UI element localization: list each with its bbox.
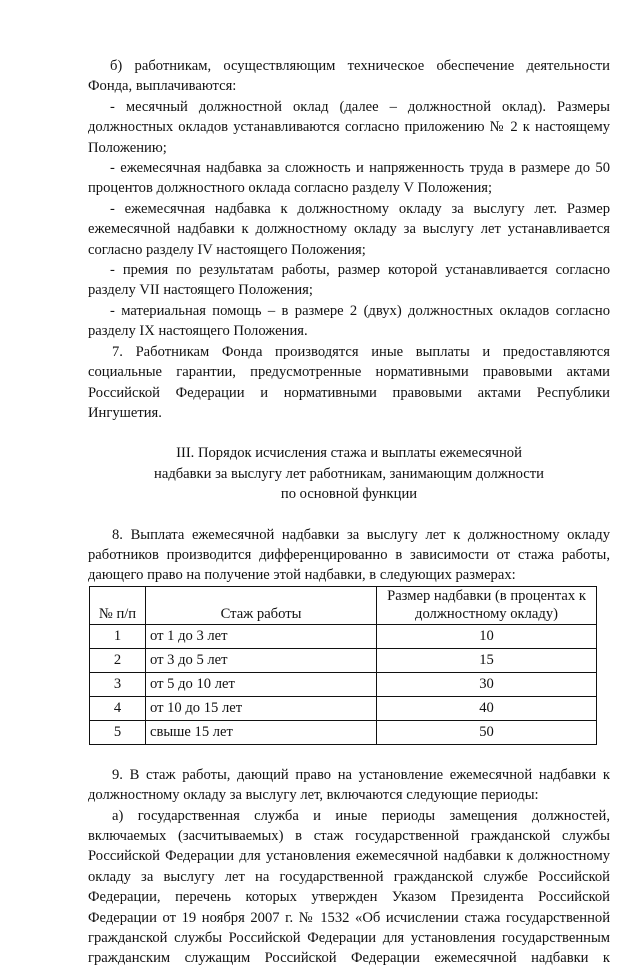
table-row [90, 648, 597, 672]
table-row [90, 624, 597, 648]
header-size: Размер надбавки (в процентах к должностному окладу) [377, 586, 597, 624]
section-heading-line-2: надбавки за выслугу лет работникам, занимающим должности [154, 465, 544, 482]
row-size: 40 [377, 696, 597, 720]
paragraph-bullet-aid: - материальная помощь – в размере 2 (двух) должностных окладов согласно разделу IX настоящего Положения. [88, 302, 610, 340]
paragraph-bullet-complexity: - ежемесячная надбавка за сложность и напряженность труда в размере до 50 процентов должностного оклада согласно разделу V Положения; [88, 160, 610, 197]
document-page [88, 56, 610, 969]
table-row [90, 696, 597, 720]
seniority-table [89, 586, 597, 745]
section-heading-line-1: III. Порядок исчисления стажа и выплаты ежемесячной [176, 445, 522, 462]
row-size: 15 [377, 648, 597, 672]
paragraph-9: 9. В стаж работы, дающий право на установление ежемесячной надбавки к должностному окладу за выслугу лет, включаются следующие периоды: [88, 766, 610, 804]
row-stazh: свыше 15 лет [146, 720, 377, 744]
paragraph-b: б) работникам, осуществляющим техническое обеспечение деятельности Фонда, выплачиваются: [88, 58, 610, 95]
paragraph-bullet-seniority: - ежемесячная надбавка к должностному окладу за выслугу лет. Размер ежемесячной надбавки к должностному окладу за выслугу лет устанавливается согласно разделу IV настоящего Положения; [88, 200, 610, 258]
row-stazh: от 10 до 15 лет [146, 696, 377, 720]
row-num: 4 [90, 696, 146, 720]
row-num: 1 [90, 624, 146, 648]
table-row [90, 720, 597, 744]
section-heading [88, 443, 610, 504]
paragraph-bullet-bonus: - премия по результатам работы, размер которой устанавливается согласно разделу VII настоящего Положения; [88, 262, 610, 299]
paragraph-9a: а) государственная служба и иные периоды замещения должностей, включаемых (засчитываемых) в стаж государственной гражданской службы Российской Федерации для установления ежемесячной надбавки к должностному окладу за выслугу лет на государственной гражданской службе Российской Федерации, перечень которых утвержден Указом Президента Российской Федерации от 19 ноября 2007 г. № 1532 «Об исчислении стажа государственной гражданской службы Российской Федерации для установления государственным гражданским служащим Российской Федерации ежемесячной надбавки к [88, 807, 610, 967]
section-heading-line-3: по основной функции [280, 486, 418, 503]
row-num: 5 [90, 720, 146, 744]
row-size: 30 [377, 672, 597, 696]
header-stazh: Стаж работы [146, 586, 377, 624]
row-stazh: от 5 до 10 лет [146, 672, 377, 696]
table-header-row [90, 586, 597, 624]
paragraph-8: 8. Выплата ежемесячной надбавки за выслугу лет к должностному окладу работников производится дифференцированно в зависимости от стажа работы, дающего право на получение этой надбавки, в следующих размерах: [88, 526, 610, 584]
row-stazh: от 3 до 5 лет [146, 648, 377, 672]
paragraph-7: 7. Работникам Фонда производятся иные выплаты и предоставляются социальные гарантии, предусмотренные нормативными правовыми актами Российской Федерации и нормативными правовыми актами Республики Ингушетия. [88, 343, 610, 421]
row-num: 3 [90, 672, 146, 696]
row-stazh: от 1 до 3 лет [146, 624, 377, 648]
row-num: 2 [90, 648, 146, 672]
table-row [90, 672, 597, 696]
paragraph-bullet-salary: - месячный должностной оклад (далее – должностной оклад). Размеры должностных окладов устанавливаются согласно приложению № 2 к настоящему Положению; [88, 98, 610, 156]
row-size: 10 [377, 624, 597, 648]
row-size: 50 [377, 720, 597, 744]
header-num: № п/п [90, 586, 146, 624]
